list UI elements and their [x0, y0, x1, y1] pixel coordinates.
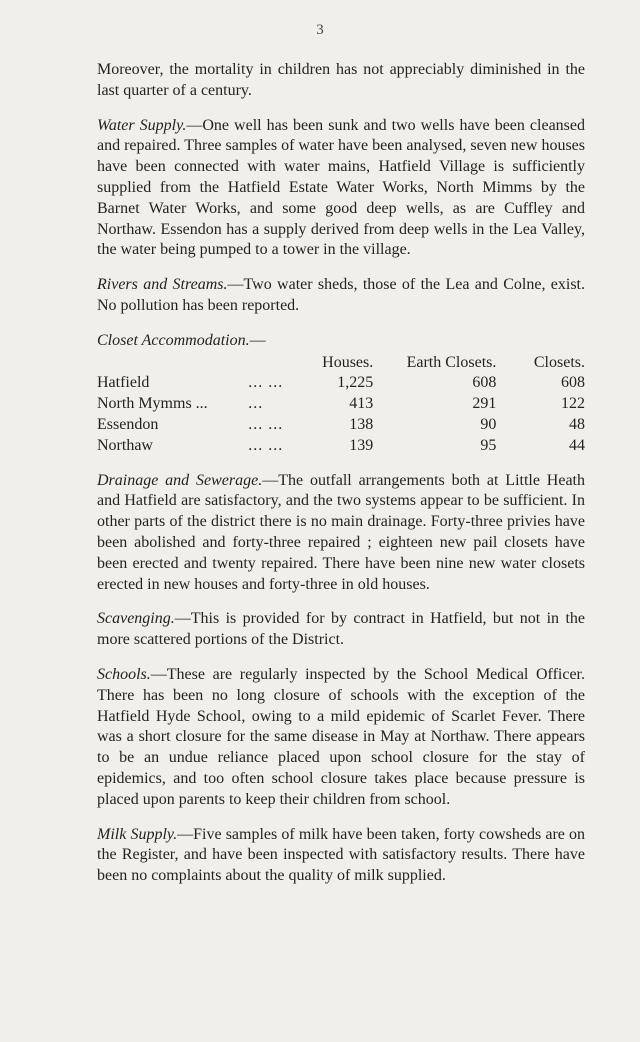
intro-text: Moreover, the mortality in children has not appreciably diminished in the last quarter of a century. [97, 61, 585, 99]
row-name: Essendon [97, 415, 159, 433]
row-earth: 90 [480, 415, 497, 433]
water-supply-paragraph [97, 116, 585, 262]
col-earth-closets: Earth Closets. [406, 353, 497, 371]
col-closets: Closets. [533, 353, 585, 371]
row-earth: 291 [472, 395, 497, 413]
row-closets: 608 [561, 374, 585, 392]
row-houses: 138 [349, 415, 374, 433]
row-houses: 139 [349, 436, 374, 454]
water-supply-heading: Water Supply. [97, 116, 187, 134]
rivers-text: —Two water sheds, those of the Lea and Colne, exist. No pollution has been reported. [97, 276, 585, 314]
row-dots: ... ... [248, 374, 284, 392]
row-closets: 48 [569, 415, 585, 433]
row-dots: ... [248, 395, 264, 413]
water-supply-text: —One well has been sunk and two wells have been cleansed and repaired. Three samples of water have been analysed, seven new houses have been connected with water mains, Hatfield Village is sufficiently supplied from the Hatfield Estate Water Works, North Mimms by the Barnet Water Works, and some good deep wells, as are Cuffley and Northaw. Essendon has a supply derived from deep wells in the Lea Valley, the water being pumped to a tower in the village. [97, 116, 586, 259]
drainage-paragraph [97, 471, 585, 596]
row-name: Hatfield [97, 374, 150, 392]
row-earth: 608 [472, 374, 497, 392]
row-earth: 95 [480, 436, 497, 454]
milk-paragraph [97, 825, 585, 887]
table-row [97, 415, 585, 436]
scavenging-heading: Scavenging. [97, 610, 175, 628]
table-row [97, 373, 585, 394]
closet-heading: Closet Accommodation. [97, 331, 250, 349]
schools-text: —These are regularly inspected by the School Medical Officer. There has been no long closure of schools with the exception of the Hatfield Hyde School, owing to a mild epidemic of Scarlet Fever. There was a short closure for the same disease in May at Northaw. There appears to be an undue reliance placed upon school closure for the stay of epidemics, and too often school closure takes place because pressure is placed upon parents to keep their children from school. [97, 665, 585, 808]
row-dots: ... ... [248, 415, 284, 433]
scavenging-paragraph [97, 609, 585, 651]
closet-table [97, 353, 585, 457]
schools-paragraph [97, 665, 585, 811]
row-name: Northaw [97, 436, 153, 454]
scavenging-text: —This is provided for by contract in Hatfield, but not in the more scattered portions of the District. [97, 610, 585, 649]
row-closets: 44 [569, 436, 585, 454]
milk-heading: Milk Supply. [97, 825, 178, 843]
row-dots: ... ... [248, 436, 284, 454]
drainage-heading: Drainage and Sewerage. [97, 471, 263, 489]
rivers-paragraph [97, 275, 585, 317]
rivers-heading: Rivers and Streams. [97, 276, 228, 294]
table-row [97, 436, 585, 457]
closet-dash: — [249, 331, 266, 349]
intro-paragraph [97, 60, 585, 102]
row-houses: 1,225 [337, 374, 374, 392]
closet-paragraph [97, 331, 585, 352]
body-text [97, 60, 585, 887]
closet-table-header [97, 353, 585, 374]
row-closets: 122 [561, 395, 585, 413]
row-houses: 413 [349, 395, 374, 413]
drainage-text: —The outfall arrangements both at Little Heath and Hatfield are satisfactory, and the two systems appear to be sufficient. In other parts of the district there is no main drainage. Forty-three privies have been abolished and forty-three repaired ; eighteen new pail closets have been erected and twenty repaired. There have been nine new water closets erected in new houses and forty-three in old houses. [97, 471, 586, 593]
row-name: North Mymms ... [97, 395, 208, 413]
col-houses: Houses. [322, 353, 374, 371]
page-number: 3 [316, 22, 324, 38]
schools-heading: Schools. [97, 665, 151, 683]
table-row [97, 394, 585, 415]
milk-text: —Five samples of milk have been taken, forty cowsheds are on the Register, and have been inspected with satisfactory results. There have been no complaints about the quality of milk supplied. [97, 825, 586, 885]
